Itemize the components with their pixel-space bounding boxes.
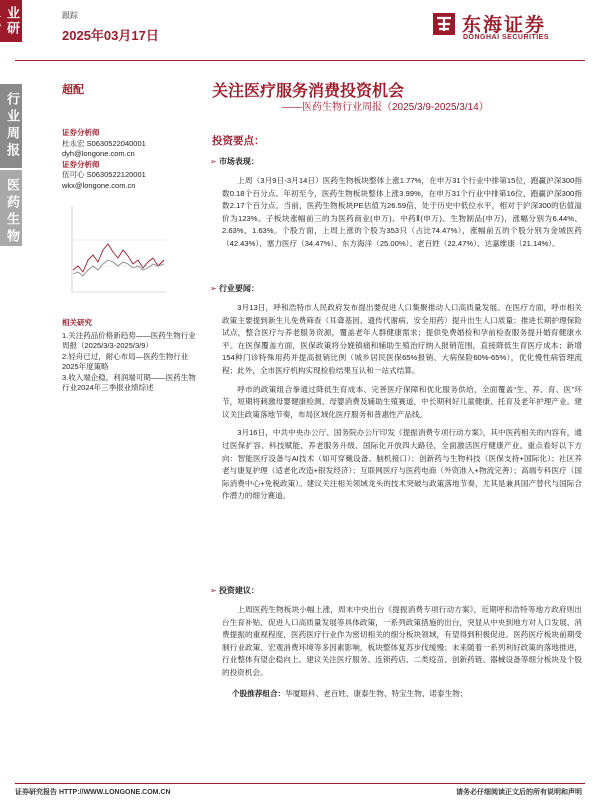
analyst-label-1: 证券分析师 bbox=[62, 128, 100, 137]
footer-divider bbox=[15, 783, 585, 784]
category-tab: 行业周报 bbox=[0, 84, 22, 168]
company-logo bbox=[432, 10, 582, 46]
analyst-name-2: 伍可心 S0630522120001 bbox=[62, 170, 146, 179]
logo-cn-text: 东海证券 bbox=[462, 15, 547, 36]
industry-paragraph-2: 呼市的政策组合拳通过降低生育成本、完善医疗保障和优化服务供给，全面覆盖“生、养、育、医”环节，短期将刺激母婴健康检测、母婴消费及辅助生殖赛道，中长期利好儿童健康、托育及老年护理产业。建议关注政策落地节奏，布局区域化医疗服务和普惠性产品线。 bbox=[222, 384, 582, 419]
footer-right: 请务必仔细阅读正文后的所有说明和声明 bbox=[456, 789, 582, 796]
related-item-1[interactable]: 1.关注药品价格新趋势——医药生物行业周报（2025/3/3-2025/3/9） bbox=[62, 330, 196, 350]
market-section bbox=[210, 156, 582, 251]
analyst-block bbox=[62, 128, 192, 191]
stock-picks bbox=[210, 688, 582, 701]
report-kind: 跟踪 bbox=[62, 11, 78, 20]
picks-label: 个股推荐组合： bbox=[232, 688, 286, 698]
related-research bbox=[62, 318, 200, 394]
industry-section bbox=[210, 283, 582, 503]
market-paragraph: 上周（3月9日-3月14日）医药生物板块整体上涨1.77%，在申万31个行业中排第15位，跑赢沪深300指数0.18个百分点。年初至今，医药生物板块整体上涨3.99%，在申万31个行业中排第16位，跑赢沪深300指数2.17个百分点。当前，医药生物板块PE估值为26.59倍，处于历史中低位水平，相对于沪深300的估值溢价为123%。子板块涨幅前三的为医药商业(申万)、中药Ⅱ(申万)、生物制品(申万)，涨幅分别为6.44%、2.63%、1.63%。个股方面，上周上涨的个股为353只（占比74.47%），涨幅前五的个股分别为金城医药（42.43%）、塞力医疗（34.47%）、东方海洋（25.00%）、老百姓（22.47%）、达嘉维康（21.14%）。 bbox=[222, 176, 582, 248]
advice-paragraph: 上周医药生物板块小幅上涨，周末中央出台《提振消费专项行动方案》，近期呼和浩特等地方政府则出台生育补贴、促进人口高质量发展等具体政策，一系列政策措施的出台，突显从中央到地方对人口发展、消费提振的重视程度，医药医疗行业作为密切相关的细分板块领域，有望得到积极促进。医药医疗板块前期受制行业政策、宏观消费环境等多因素影响，板块整体复苏步伐缓慢；未来随着一系列利好政策的落地推进，行业整体有望企稳向上。建议关注医疗服务、连锁药店、二类疫苗、创新药链、器械设备等细分板块及个股的投资机会。 bbox=[222, 605, 582, 677]
related-title: 相关研究 bbox=[62, 318, 92, 327]
related-item-2[interactable]: 2.轻舟已过，耐心布局—医药生物行业2025年度策略 bbox=[62, 351, 189, 371]
analyst-label-2: 证券分析师 bbox=[62, 159, 100, 169]
report-subtitle: ——医药生物行业周报（2025/3/9-2025/3/14） bbox=[282, 102, 489, 113]
bullet-arrow-icon: ➢ bbox=[210, 586, 219, 595]
header-divider bbox=[15, 60, 585, 61]
industry-paragraph-1: 3月13日，呼和浩特市人民政府发布提出要促进人口集聚推动人口高质量发展。在医疗方面，呼市相关政策主要提到新生儿免费筛查（耳聋基因、遗传代谢病、安全用药）提升出生人口质量；推进长期护理保险试点，整合医疗与养老服务资源，覆盖老年人群健康需求；提供免费婚检和孕前检查服务提升婚育健康水平。在医保覆盖方面，医保政策将分娩镇痛和辅助生殖治疗纳入报销范围，直接降低生育医疗成本；新增154种门诊特殊用药并提高报销比例（城乡居民医保65%报销、大病保险60%-65%），优化慢性病管理流程；此外，全市医疗机构实现检验结果互认和一站式结算。 bbox=[222, 303, 582, 375]
advice-title: ➢ 投资建议： bbox=[210, 586, 259, 595]
footer-left[interactable]: 证券研究报告 HTTP://WWW.LONGONE.COM.CN bbox=[15, 789, 171, 796]
market-title: ➢ 市场表现： bbox=[210, 157, 259, 166]
analyst-email-1[interactable]: dyh@longone.com.cn bbox=[62, 149, 135, 158]
section-title: 投资要点： bbox=[212, 135, 265, 147]
side-tab-report-type: 业研 bbox=[0, 0, 22, 42]
logo-en-text: DONGHAI SECURITIES bbox=[463, 34, 550, 41]
report-date: 2025年03月17日 bbox=[62, 28, 159, 43]
bullet-arrow-icon: ➢ bbox=[210, 284, 219, 293]
performance-chart bbox=[58, 200, 168, 306]
bullet-arrow-icon: ➢ bbox=[210, 157, 219, 166]
picks-list: 华厦眼科、老百姓、康泰生物、特宝生物、诺泰生物； bbox=[285, 688, 468, 698]
report-title: 关注医疗服务消费投资机会 bbox=[212, 83, 405, 100]
related-item-3[interactable]: 3.收入端企稳，利润端可期——医药生物行业2024年三季报业绩综述 bbox=[62, 372, 196, 392]
analyst-email-2[interactable]: wkx@longone.com.cn bbox=[62, 180, 136, 190]
rating: 超配 bbox=[62, 84, 84, 96]
industry-paragraph-3: 3月16日，中共中央办公厅、国务院办公厅印发《提振消费专项行动方案》，其中医药相关的内容有，通过医保扩容、科技赋能、养老服务升级、国际化开放四大路径，全面激活医疗健康产业。重点看好以下方向：智能医疗设备与AI技术（如可穿戴设备、脑机接口）；创新药与生物科技（医保支持+国际化）；社区养老与康复护理（适老化改造+银发经济）；互联网医疗与医药电商（外资准入+物流完善）；高端专科医疗（国际消费中心+免税政策）。建议关注相关领域龙头的技术突破与政策落地节奏，尤其是兼具国产替代与国际合作潜力的细分赛道。 bbox=[222, 428, 582, 501]
sector-tab: 医药生物 bbox=[0, 170, 22, 246]
chart-series-line-1 bbox=[73, 244, 164, 272]
advice-section bbox=[210, 585, 582, 700]
industry-title: ➢ 行业要闻： bbox=[210, 284, 259, 293]
analyst-name-1: 杜永宏 S0630522040001 bbox=[62, 138, 146, 148]
logo-mark-icon bbox=[432, 12, 456, 36]
